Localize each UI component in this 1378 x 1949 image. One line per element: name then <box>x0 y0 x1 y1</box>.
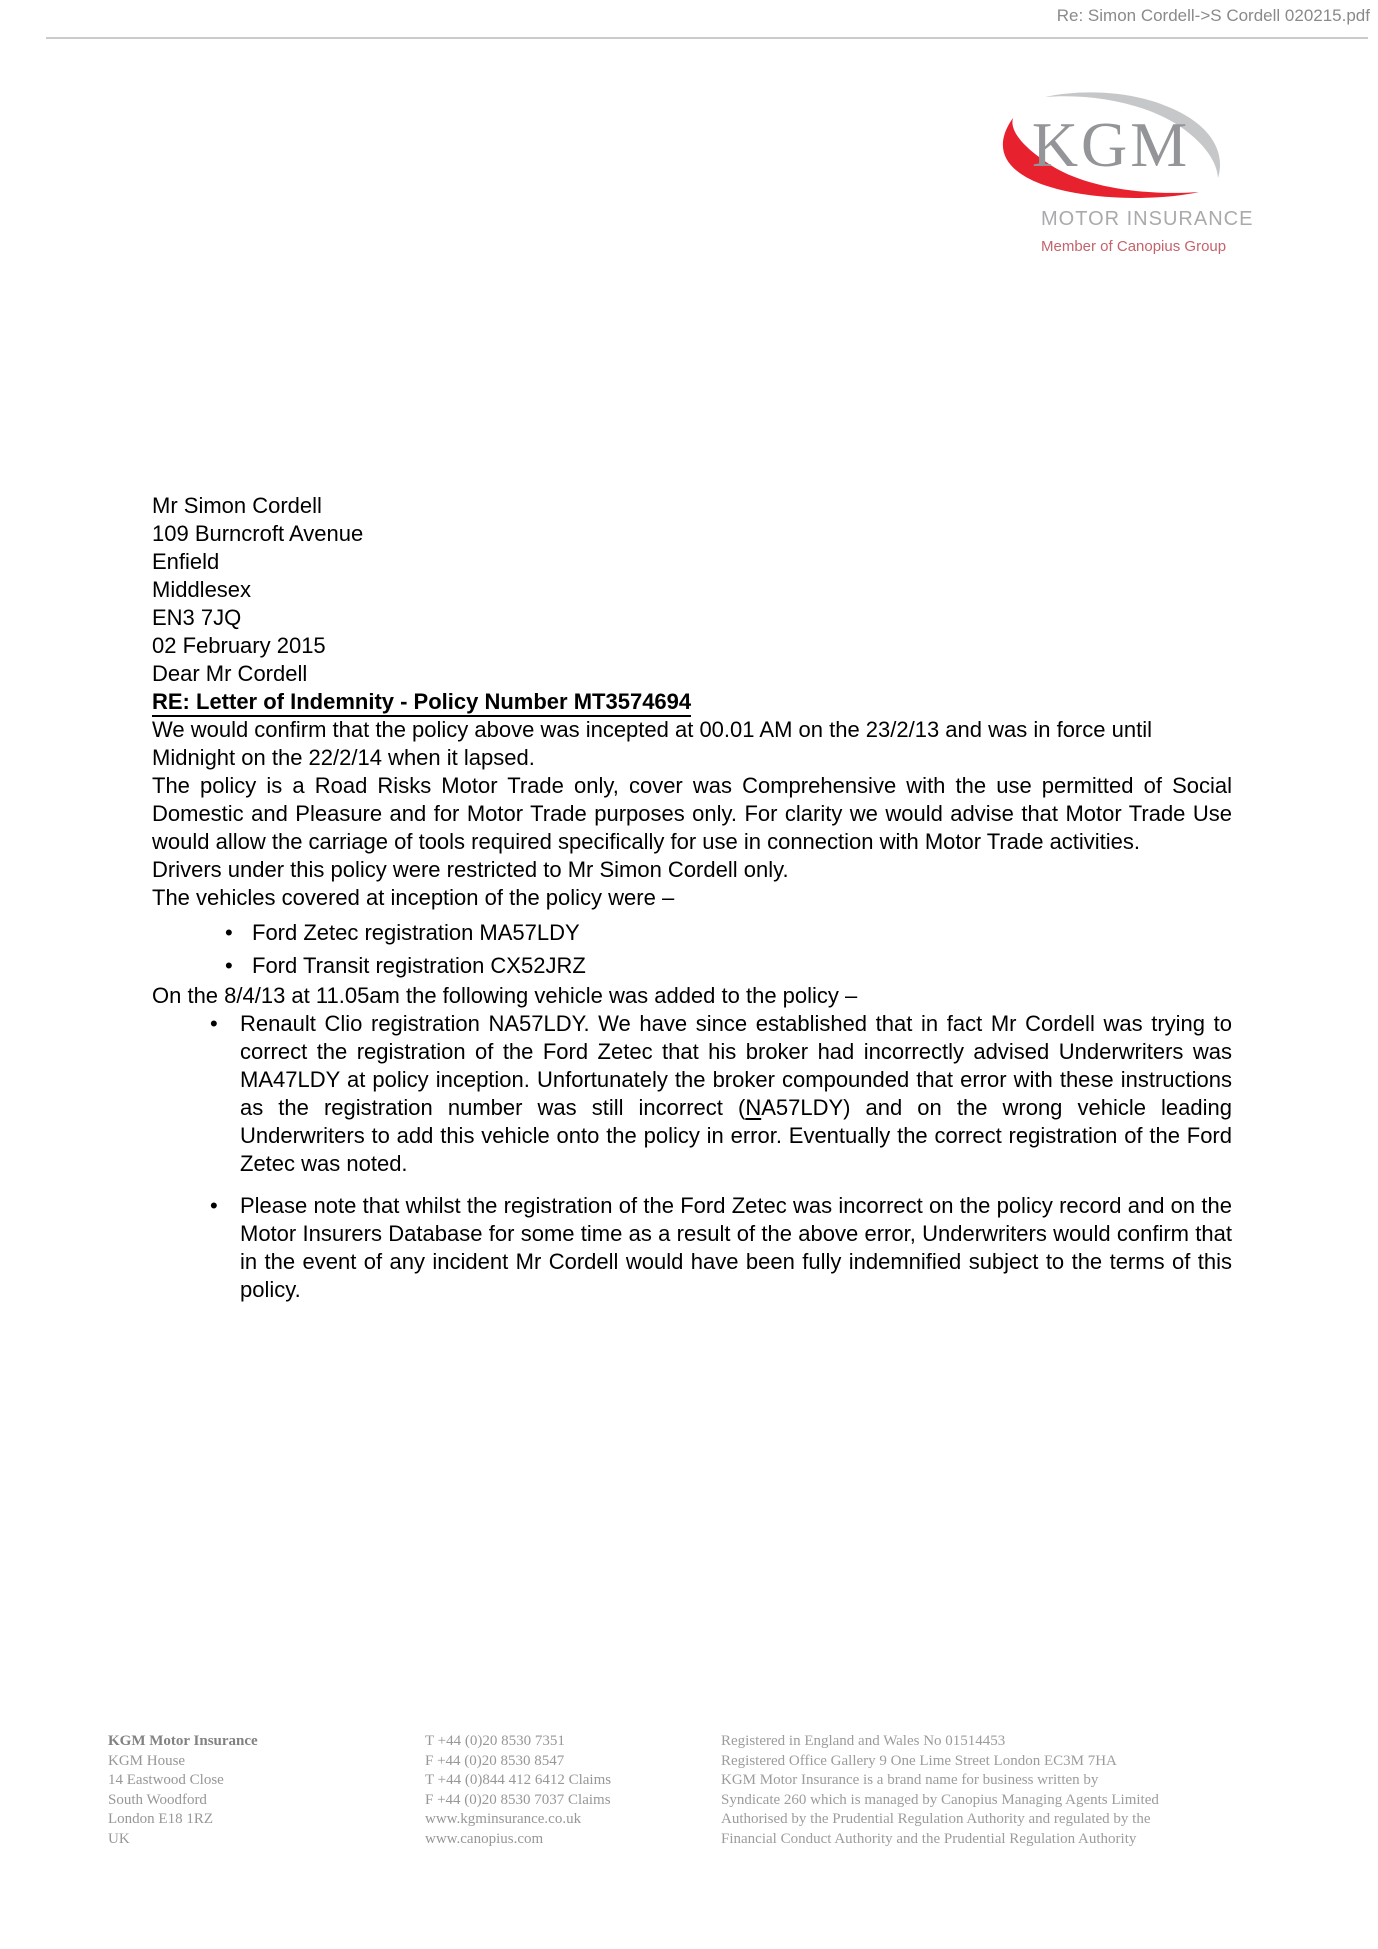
footer-fax-line: F +44 (0)20 8530 8547 <box>425 1752 565 1769</box>
address-line: 109 Burncroft Avenue <box>152 521 364 546</box>
footer-contact <box>425 1732 721 1849</box>
footer-legal-line: Authorised by the Prudential Regulation Authority and regulated by the <box>721 1811 1151 1827</box>
document-title: Re: Simon Cordell->S Cordell 020215.pdf <box>1056 6 1370 25</box>
footer-website-line: www.kgminsurance.co.uk <box>425 1811 582 1827</box>
footer-phone-line: T +44 (0)20 8530 7351 <box>425 1733 565 1749</box>
footer-address-line: KGM House <box>108 1752 186 1769</box>
logo-brand-text: KGM <box>1031 109 1191 180</box>
address-line: EN3 7JQ <box>152 605 242 630</box>
footer-website-line: www.canopius.com <box>425 1830 544 1847</box>
vehicle-text: Ford Zetec registration MA57LDY <box>252 920 580 945</box>
address-line: Middlesex <box>152 577 252 602</box>
added-vehicle-list <box>152 1010 1232 1304</box>
page-footer <box>108 1732 1298 1849</box>
footer-legal-line: Registered in England and Wales No 01514453 <box>721 1733 1006 1749</box>
salutation: Dear Mr Cordell <box>152 661 308 686</box>
paragraph-policy-cover: The policy is a Road Risks Motor Trade only, cover was Comprehensive with the use permitted of Social Domestic and Pleasure and for Motor Trade purposes only. For clarity we would advise that Motor Trade Use would allow the carriage of tools required specifically for use in connection with Motor Trade activities. <box>152 773 1232 854</box>
footer-legal <box>721 1732 1298 1849</box>
footer-claims-fax-line: F +44 (0)20 8530 7037 Claims <box>425 1791 611 1808</box>
recipient-address <box>152 492 1232 632</box>
letter-body <box>152 0 1254 1304</box>
letter-date: 02 February 2015 <box>152 633 326 658</box>
address-line: Enfield <box>152 549 220 574</box>
footer-address-line: UK <box>108 1830 130 1847</box>
footer-address-line: 14 Eastwood Close <box>108 1772 224 1788</box>
subject-line <box>152 688 1232 716</box>
footer-legal-line: KGM Motor Insurance is a brand name for business written by <box>721 1772 1099 1788</box>
clio-text-2: A57LDY) and on the wrong vehicle leading Underwriters to add this vehicle onto the policy in error. Eventually the correct registration of the Ford Zetec was noted. <box>240 1095 1232 1176</box>
paragraph-inception: We would confirm that the policy above was incepted at 00.01 AM on the 23/2/13 and was in force until Midnight on the 22/2/14 when it lapsed. <box>152 717 1152 770</box>
paragraph-added-intro: On the 8/4/13 at 11.05am the following vehicle was added to the policy – <box>152 983 858 1008</box>
logo-member-line: Member of Canopius Group <box>1041 238 1227 255</box>
footer-legal-line: Registered Office Gallery 9 One Lime Street London EC3M 7HA <box>721 1752 1117 1769</box>
subject-text: RE: Letter of Indemnity - Policy Number MT3574694 <box>152 689 691 717</box>
list-item <box>152 916 1232 949</box>
vehicle-list <box>152 916 1232 982</box>
paragraph-drivers: Drivers under this policy were restricted to Mr Simon Cordell only. <box>152 857 789 882</box>
footer-claims-phone-line: T +44 (0)844 412 6412 Claims <box>425 1772 612 1788</box>
logo-tagline: MOTOR INSURANCE <box>1041 208 1254 230</box>
vehicle-text: Ford Transit registration CX52JRZ <box>252 953 586 978</box>
footer-address-line: South Woodford <box>108 1791 207 1808</box>
footer-company-name: KGM Motor Insurance <box>108 1733 258 1749</box>
footer-address <box>108 1732 425 1849</box>
list-item <box>152 1192 1232 1304</box>
address-line: Mr Simon Cordell <box>152 493 322 518</box>
note-text: Please note that whilst the registration of the Ford Zetec was incorrect on the policy record and on the Motor Insurers Database for some time as a result of the above error, Underwriters would confirm that in the event of any incident Mr Cordell would have been fully indemnified subject to the terms of this policy. <box>240 1193 1232 1302</box>
list-item <box>152 949 1232 982</box>
footer-address-line: London E18 1RZ <box>108 1811 213 1827</box>
footer-legal-line: Syndicate 260 which is managed by Canopius Managing Agents Limited <box>721 1791 1159 1808</box>
footer-legal-line: Financial Conduct Authority and the Prudential Regulation Authority <box>721 1830 1137 1847</box>
clio-text-1: Renault Clio registration NA57LDY. We have since established that in fact Mr Cordell was trying to correct the registration of the Ford Zetec that his broker had incorrectly advised Underwriters was MA47LDY at policy inception. Unfortunately the broker compounded that error with these instructions as the registration number was still incorrect ( <box>240 1011 1232 1120</box>
paragraph-vehicles-intro: The vehicles covered at inception of the policy were – <box>152 885 675 910</box>
clio-underlined-letter: N <box>745 1095 762 1120</box>
list-item <box>152 1010 1232 1178</box>
